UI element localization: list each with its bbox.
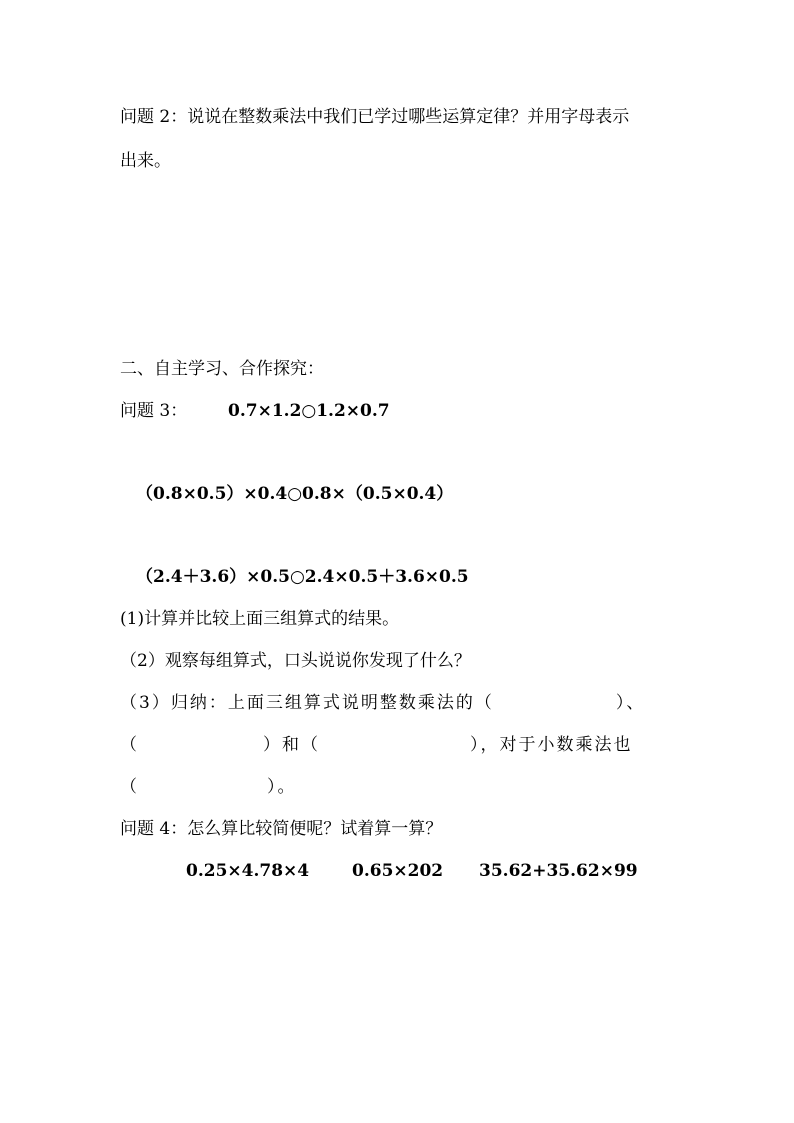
q3-item-3-line-3 xyxy=(120,776,297,798)
item-3-line2-and: ）和（ xyxy=(263,735,320,755)
q4-expression-1: 0.25×4.78×4 xyxy=(186,861,310,881)
q4-expression-3: 35.62+35.62×99 xyxy=(479,861,638,881)
item-3-line3-close: ）。 xyxy=(267,777,297,797)
q4-expression-2: 0.65×202 xyxy=(352,861,444,881)
q3-item-3-line-1 xyxy=(120,692,645,714)
section-heading: 二、自主学习、合作探究： xyxy=(120,359,324,379)
q2-line-2: 出来。 xyxy=(120,151,171,171)
q3-expression-2: （0.8×0.5）×0.4○0.8×（0.5×0.4） xyxy=(136,484,454,504)
q3-item-3-line-2 xyxy=(120,734,633,756)
q4-label: 问题 4：怎么算比较简便呢？试着算一算？ xyxy=(120,819,443,839)
item-3-line3-open: （ xyxy=(120,777,139,797)
item-3-text-a: （3）归纳：上面三组算式说明整数乘法的（ xyxy=(120,693,494,713)
q3-item-2: （2）观察每组算式，口头说说你发现了什么？ xyxy=(120,651,471,671)
q3-item-1: (1)计算并比较上面三组算式的结果。 xyxy=(120,609,400,629)
item-3-line2-open: （ xyxy=(120,735,139,755)
q3-expression-3: （2.4＋3.6）×0.5○2.4×0.5＋3.6×0.5 xyxy=(136,567,469,587)
q3-expression-1: 0.7×1.2○1.2×0.7 xyxy=(228,401,390,421)
q2-line-1: 问题 2：说说在整数乘法中我们已学过哪些运算定律？并用字母表示 xyxy=(120,107,630,127)
item-3-line2-tail: ），对于小数乘法也 xyxy=(470,735,633,755)
item-3-text-b: ）、 xyxy=(615,693,646,713)
q3-label: 问题 3： xyxy=(120,401,188,421)
